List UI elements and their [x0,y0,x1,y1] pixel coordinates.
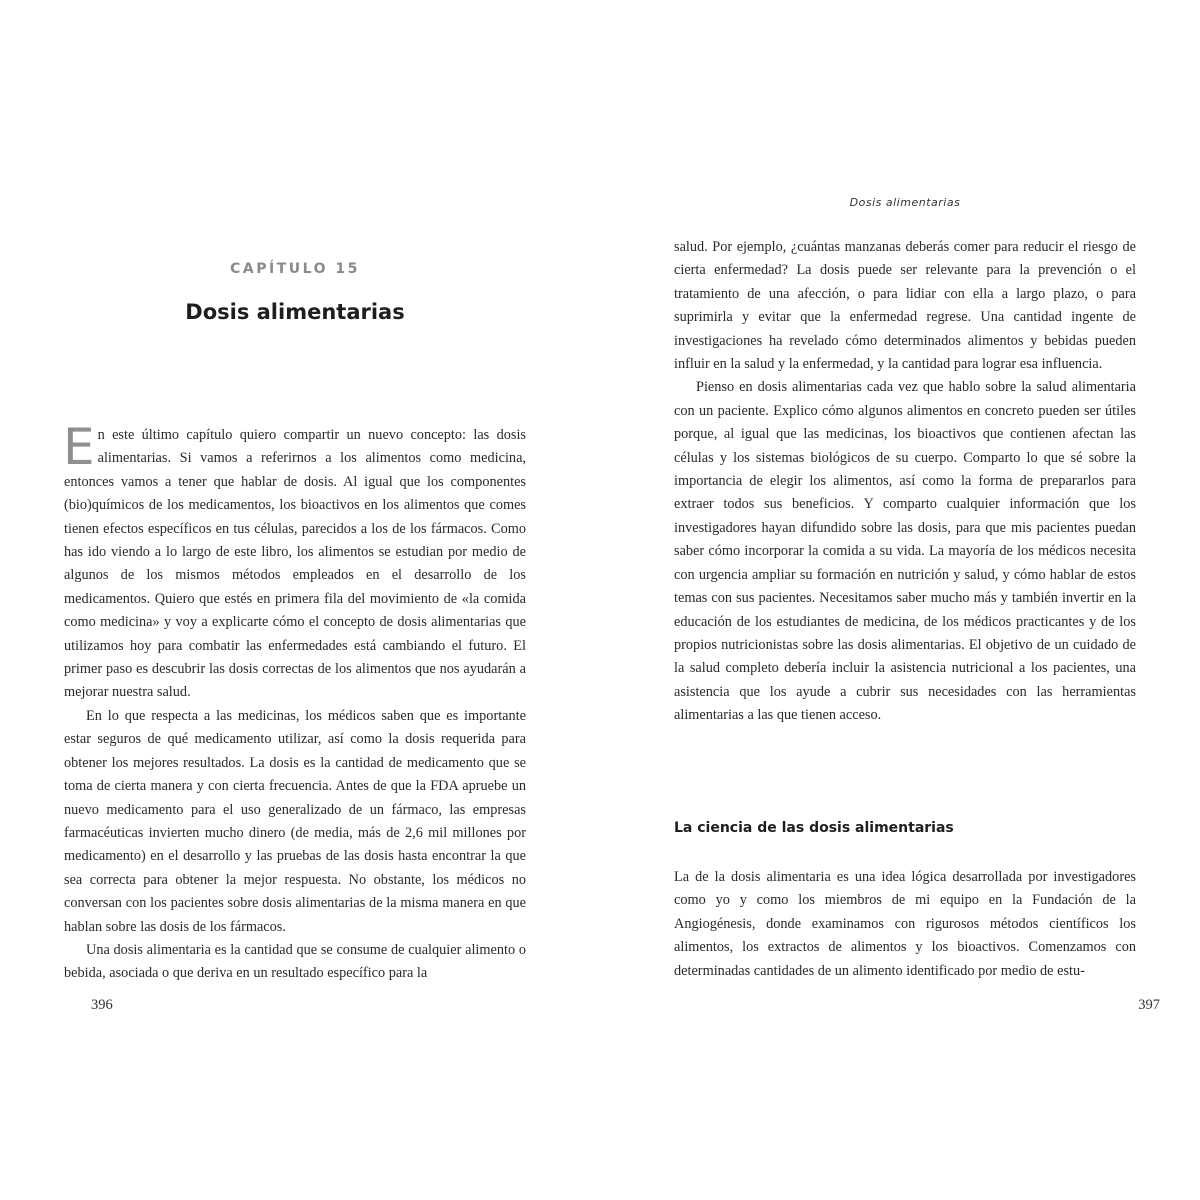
paragraph-6: La de la dosis alimentaria es una idea lógica desarrollada por investigadores como yo y como los miembros de mi equipo en la Fundación de la Angiogénesis, donde examinamos con rigurosos métodos científicos los alimentos, los extractos de alimentos y los bioactivos. Comenzamos con determinadas cantidades de un alimento identificado por medio de estu- [674,869,1136,979]
section-body-text [674,866,1136,983]
left-page [64,0,526,1200]
section-heading: La ciencia de las dosis alimentarias [674,820,954,836]
page-number-left: 396 [91,997,113,1013]
paragraph-2: En lo que respecta a las medicinas, los médicos saben que es importante estar seguros de qué medicamento utilizar, así como la dosis requerida para obtener los mejores resultados. La dosis es la cantidad de medicamento que se toma de cierta manera y con cierta frecuencia. Antes de que la FDA apruebe un nuevo medicamento para el uso generalizado de un fármaco, las empresas farmacéuticas invierten mucho dinero (de media, más de 2,6 mil millones por medicamento) en el desarrollo y las pruebas de las dosis hasta encontrar la que sea correcta para obtener la mejor respuesta. No obstante, los médicos no conversan con los pacientes sobre dosis alimentarias de la misma manera en que hablan sobre las dosis de los fármacos. [64,707,526,935]
right-body-text [674,236,1136,728]
paragraph-1-text: n este último capítulo quiero compartir un nuevo concepto: las dosis alimentarias. Si vamos a referirnos a los alimentos como medicina, entonces vamos a tener que hablar de dosis. Al igual que los componentes (bio)químicos de los medicamentos, los bioactivos en los alimentos que comes tienen efectos específicos en tus células, parecidos a los de los fármacos. Como has ido viendo a lo largo de este libro, los alimentos se estudian por medio de algunos de los mismos métodos empleados en el desarrollo de los medicamentos. Quiero que estés en primera fila del movimiento de «la comida como medicina» y voy a explicarte cómo el concepto de dosis alimentarias que utilizamos hoy para combatir las enfermedades está cambiando el futuro. El primer paso es descubrir las dosis correctas de los alimentos que nos ayudarán a mejorar nuestra salud. [64,427,526,701]
right-page [674,0,1160,1200]
drop-cap: E [63,418,95,476]
chapter-title: Dosis alimentarias [185,300,405,324]
chapter-label: CAPÍTULO 15 [230,261,360,277]
page-number-right: 397 [1138,997,1160,1013]
paragraph-4: salud. Por ejemplo, ¿cuántas manzanas deberás comer para reducir el riesgo de cierta enfermedad? La dosis puede ser relevante para la prevención o el tratamiento de una afección, o para lidiar con ella a largo plazo, o para suprimirla y evitar que la enfermedad regrese. Una cantidad ingente de investigaciones ha revelado cómo determinados alimentos y bebidas pueden influir en la salud y la enfermedad, y la cantidad para lograr esa influencia. [674,239,1136,373]
running-head: Dosis alimentarias [849,196,961,209]
paragraph-3: Una dosis alimentaria es la cantidad que se consume de cualquier alimento o bebida, asociada o que deriva en un resultado específico para la [64,941,526,982]
paragraph-5: Pienso en dosis alimentarias cada vez que hablo sobre la salud alimentaria con un paciente. Explico cómo algunos alimentos en concreto pueden ser útiles porque, al igual que las medicinas, los bioactivos que contienen afectan las células y los sistemas biológicos de su cuerpo. Comparto lo que sé sobre la importancia de elegir los alimentos, así como la forma de prepararlos para extraer todos sus beneficios. Y comparto cualquier información que los investigadores hayan difundido sobre las dosis, para que mis pacientes puedan saber cómo incorporar la comida a su vida. La mayoría de los médicos necesita con urgencia ampliar su formación en nutrición y salud, y cómo hablar de estos temas con sus pacientes. Necesitamos saber mucho más y también invertir en la educación de los estudiantes de medicina, de los médicos practicantes y de los propios nutricionistas sobre las dosis alimentarias. El objetivo de un cuidado de la salud completo debería incluir la asistencia nutricional a los pacientes, una asistencia que los ayude a cubrir sus necesidades con las herramientas alimentarias a las que tienen acceso. [674,379,1136,724]
paragraph-1 [63,418,526,705]
left-body-text [63,418,526,986]
